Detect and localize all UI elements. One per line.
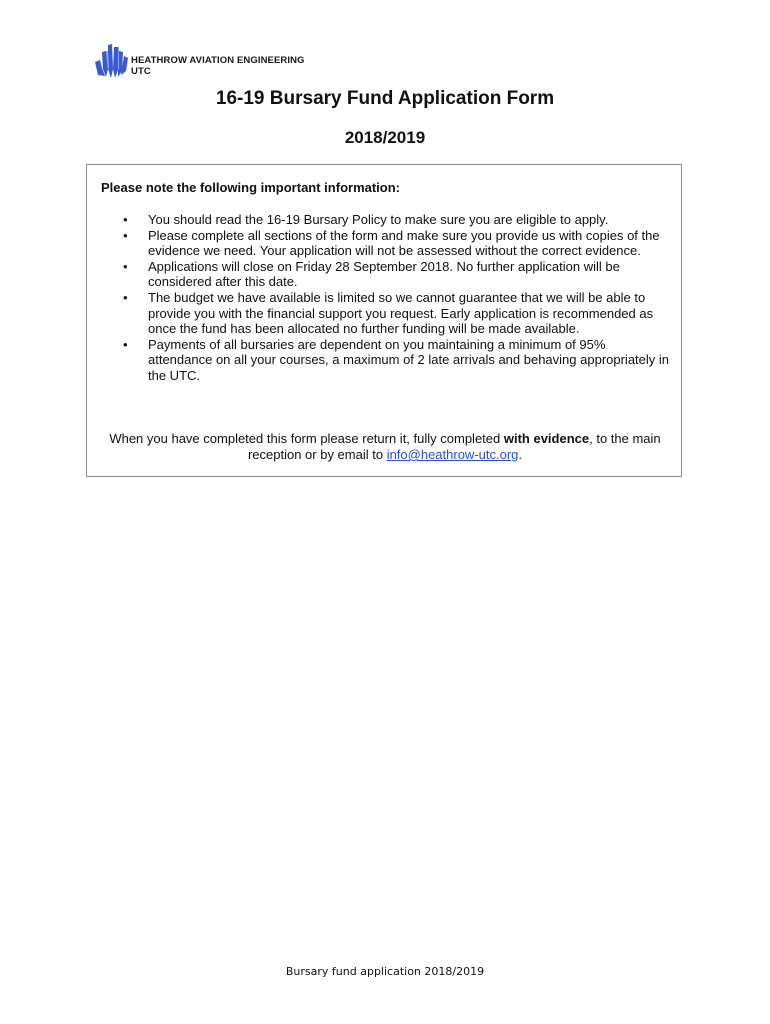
list-item-text: Applications will close on Friday 28 September 2018. No further application will be considered after this date. xyxy=(148,258,620,290)
bullet-icon: • xyxy=(123,336,128,352)
return-text-2: , to the main reception or by email to xyxy=(247,431,661,462)
info-heading: Please note the following important information: xyxy=(101,180,401,195)
return-text-3: . xyxy=(518,447,523,462)
page-title: 16-19 Bursary Fund Application Form xyxy=(215,88,555,109)
bullet-icon: • xyxy=(123,258,128,274)
bullet-icon: • xyxy=(123,227,128,243)
return-text-1: When you have completed this form please return it, fully completed xyxy=(109,431,504,446)
logo-line-1: HEATHROW AVIATION ENGINEERING xyxy=(131,55,305,66)
list-item xyxy=(101,259,671,290)
school-logo xyxy=(93,42,353,82)
bullet-icon: • xyxy=(123,212,128,227)
with-evidence-emphasis: with evidence xyxy=(503,431,590,446)
academic-year: 2018/2019 xyxy=(344,128,426,147)
list-item-text: The budget we have available is limited so we cannot guarantee that we will be able to provide you with the financial support you request. Early application is recommended as once the fund has been allocated no further funding will be made available. xyxy=(148,289,654,337)
list-item-text: Payments of all bursaries are dependent on you maintaining a minimum of 95% attendance on all your courses, a maximum of 2 late arrivals and behaving appropriately in the UTC. xyxy=(148,336,670,383)
list-item xyxy=(101,337,671,384)
email-link[interactable]: info@heathrow-utc.org xyxy=(386,447,519,462)
bullet-icon: • xyxy=(123,289,128,305)
info-list xyxy=(101,212,671,384)
important-information-box xyxy=(86,164,682,477)
list-item-text: You should read the 16-19 Bursary Policy to make sure you are eligible to apply. xyxy=(148,212,609,227)
list-item xyxy=(101,228,671,259)
return-instructions xyxy=(87,431,683,463)
list-item-text: Please complete all sections of the form and make sure you provide us with copies of the evidence we need. Your application will not be assessed without the correct evidence. xyxy=(148,227,660,259)
list-item xyxy=(101,212,671,228)
hand-logo-icon xyxy=(93,42,131,80)
page-footer: Bursary fund application 2018/2019 xyxy=(285,965,485,978)
logo-line-2: UTC xyxy=(131,66,151,77)
list-item xyxy=(101,290,671,337)
